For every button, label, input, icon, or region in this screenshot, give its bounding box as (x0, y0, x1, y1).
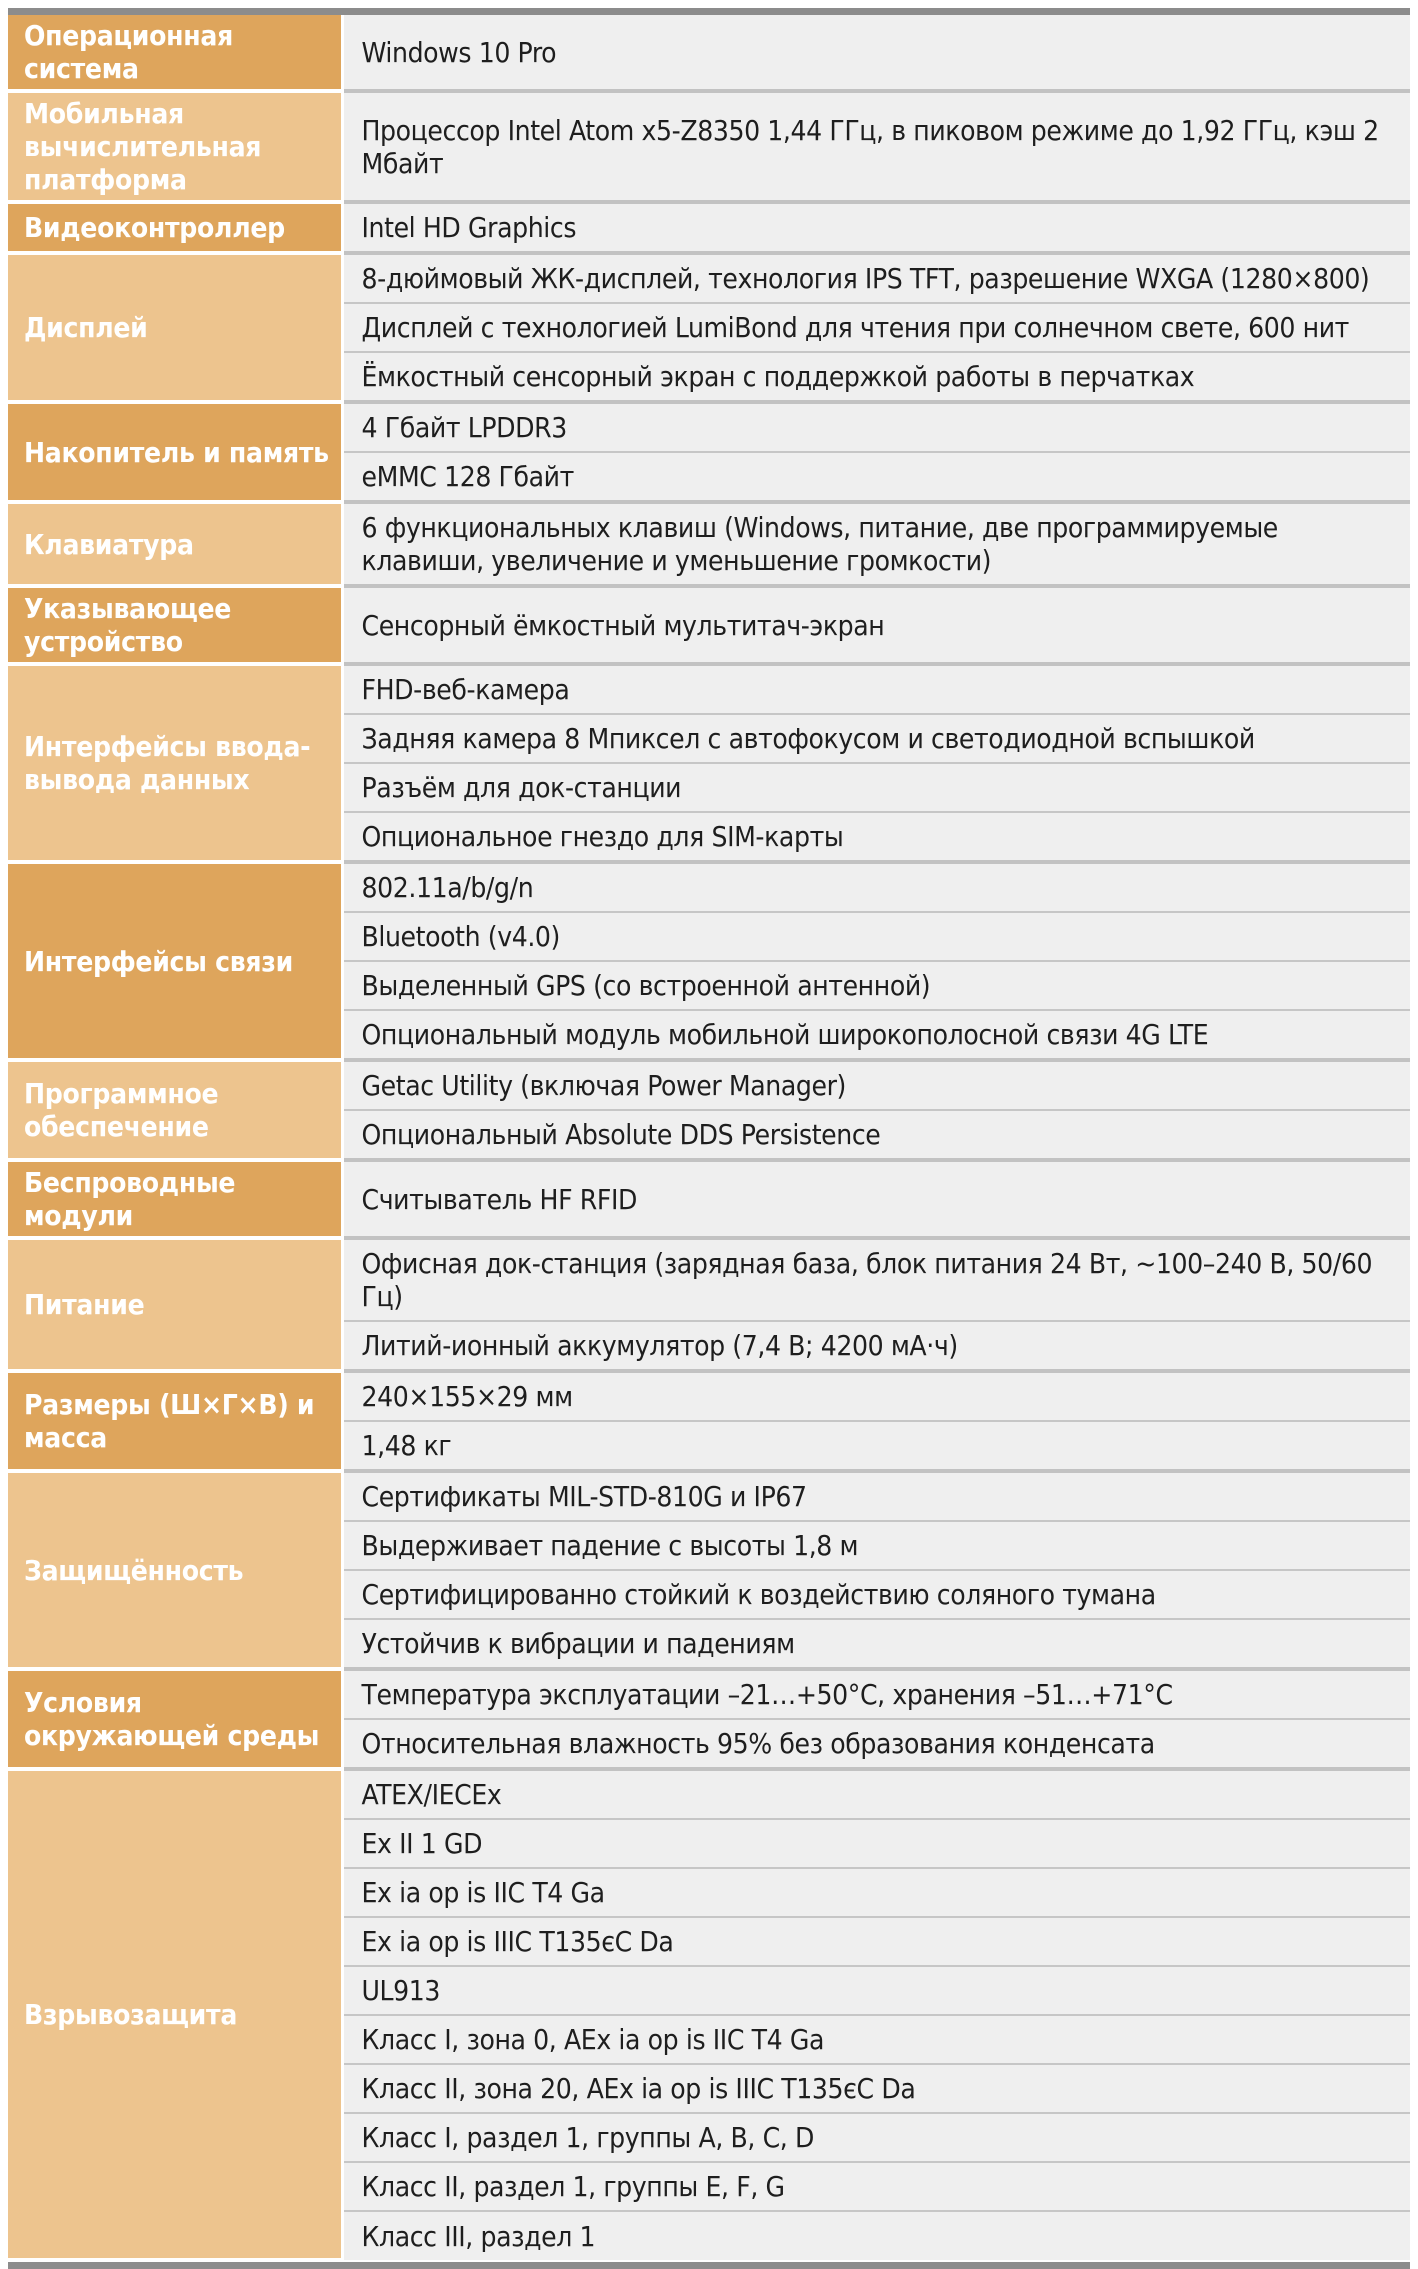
spec-section-label: Программное обеспечение (8, 1060, 342, 1160)
spec-row (8, 664, 1410, 714)
spec-row (8, 253, 1410, 303)
spec-value: Процессор Intel Atom x5-Z8350 1,44 ГГц, в пиковом режиме до 1,92 ГГц, кэш 2 Мбайт (342, 91, 1410, 202)
spec-value: Выделенный GPS (со встроенной антенной) (342, 961, 1410, 1010)
spec-value: Выдерживает падение с высоты 1,8 м (342, 1521, 1410, 1570)
spec-table (8, 15, 1410, 2262)
spec-table-body (8, 15, 1410, 2260)
spec-row (8, 1769, 1410, 1819)
spec-row (8, 1371, 1410, 1421)
spec-row (8, 1471, 1410, 1521)
spec-value: 8-дюймовый ЖК-дисплей, технология IPS TFT, разрешение WXGA (1280×800) (342, 253, 1410, 303)
spec-section-label: Интерфейсы ввода-вывода данных (8, 664, 342, 862)
spec-section-label: Клавиатура (8, 502, 342, 586)
spec-section-label: Питание (8, 1238, 342, 1371)
spec-section-label: Дисплей (8, 253, 342, 402)
spec-row (8, 1669, 1410, 1719)
spec-value: Windows 10 Pro (342, 15, 1410, 91)
spec-value: 1,48 кг (342, 1421, 1410, 1471)
spec-value: Устойчив к вибрации и падениям (342, 1619, 1410, 1669)
spec-section-label: Взрывозащита (8, 1769, 342, 2260)
spec-section-label: Защищённость (8, 1471, 342, 1669)
spec-section-label: Условия окружающей среды (8, 1669, 342, 1769)
spec-value: Intel HD Graphics (342, 202, 1410, 253)
spec-value: Класс III, раздел 1 (342, 2211, 1410, 2260)
spec-value: Опциональное гнездо для SIM-карты (342, 812, 1410, 862)
spec-section-label: Мобильная вычислительная платформа (8, 91, 342, 202)
spec-value: Сертификаты MIL-STD-810G и IP67 (342, 1471, 1410, 1521)
spec-value: Класс II, раздел 1, группы E, F, G (342, 2162, 1410, 2211)
spec-section-label: Видеоконтроллер (8, 202, 342, 253)
spec-row (8, 1160, 1410, 1238)
spec-value: Класс II, зона 20, AEx ia op is IIIC T135єC Da (342, 2064, 1410, 2113)
spec-value: Ex ia op is IIIC T135єC Da (342, 1917, 1410, 1966)
spec-value: Сенсорный ёмкостный мультитач-экран (342, 586, 1410, 664)
spec-value: Bluetooth (v4.0) (342, 912, 1410, 961)
spec-section-label: Накопитель и память (8, 402, 342, 502)
spec-value: Ex II 1 GD (342, 1819, 1410, 1868)
spec-table-frame (8, 8, 1410, 2269)
spec-value: Ёмкостный сенсорный экран с поддержкой работы в перчатках (342, 352, 1410, 402)
spec-value: Ex ia op is IIC T4 Ga (342, 1868, 1410, 1917)
spec-row (8, 862, 1410, 912)
spec-row (8, 1060, 1410, 1110)
spec-value: Сертифицированно стойкий к воздействию соляного тумана (342, 1570, 1410, 1619)
spec-value: FHD-веб-камера (342, 664, 1410, 714)
spec-row (8, 586, 1410, 664)
spec-value: eMMC 128 Гбайт (342, 452, 1410, 502)
spec-row (8, 502, 1410, 586)
spec-value: Опциональный Absolute DDS Persistence (342, 1110, 1410, 1160)
spec-row (8, 1238, 1410, 1321)
spec-section-label: Операционная система (8, 15, 342, 91)
spec-section-label: Беспроводные модули (8, 1160, 342, 1238)
spec-value: Getac Utility (включая Power Manager) (342, 1060, 1410, 1110)
spec-value: 802.11a/b/g/n (342, 862, 1410, 912)
spec-value: Литий-ионный аккумулятор (7,4 В; 4200 мА·ч) (342, 1321, 1410, 1371)
spec-value: UL913 (342, 1966, 1410, 2015)
spec-value: Относительная влажность 95% без образования конденсата (342, 1719, 1410, 1769)
spec-value: 6 функциональных клавиш (Windows, питание, две программируемые клавиши, увеличение и уменьшение громкости) (342, 502, 1410, 586)
spec-value: Опциональный модуль мобильной широкополосной связи 4G LTE (342, 1010, 1410, 1060)
spec-row (8, 15, 1410, 91)
spec-value: ATEX/IECEx (342, 1769, 1410, 1819)
spec-value: Офисная док-станция (зарядная база, блок питания 24 Вт, ~100–240 В, 50/60 Гц) (342, 1238, 1410, 1321)
spec-value: 240×155×29 мм (342, 1371, 1410, 1421)
spec-row (8, 402, 1410, 452)
spec-value: Задняя камера 8 Мпиксел с автофокусом и светодиодной вспышкой (342, 714, 1410, 763)
spec-value: Класс I, зона 0, AEx ia op is IIC T4 Ga (342, 2015, 1410, 2064)
spec-value: 4 Гбайт LPDDR3 (342, 402, 1410, 452)
spec-section-label: Размеры (Ш×Г×В) и масса (8, 1371, 342, 1471)
spec-section-label: Интерфейсы связи (8, 862, 342, 1060)
spec-value: Класс I, раздел 1, группы A, B, C, D (342, 2113, 1410, 2162)
spec-value: Считыватель HF RFID (342, 1160, 1410, 1238)
spec-value: Разъём для док-станции (342, 763, 1410, 812)
spec-value: Температура эксплуатации –21…+50°С, хранения –51…+71°С (342, 1669, 1410, 1719)
spec-section-label: Указывающее устройство (8, 586, 342, 664)
spec-row (8, 202, 1410, 253)
spec-row (8, 91, 1410, 202)
spec-value: Дисплей с технологией LumiBond для чтения при солнечном свете, 600 нит (342, 303, 1410, 352)
